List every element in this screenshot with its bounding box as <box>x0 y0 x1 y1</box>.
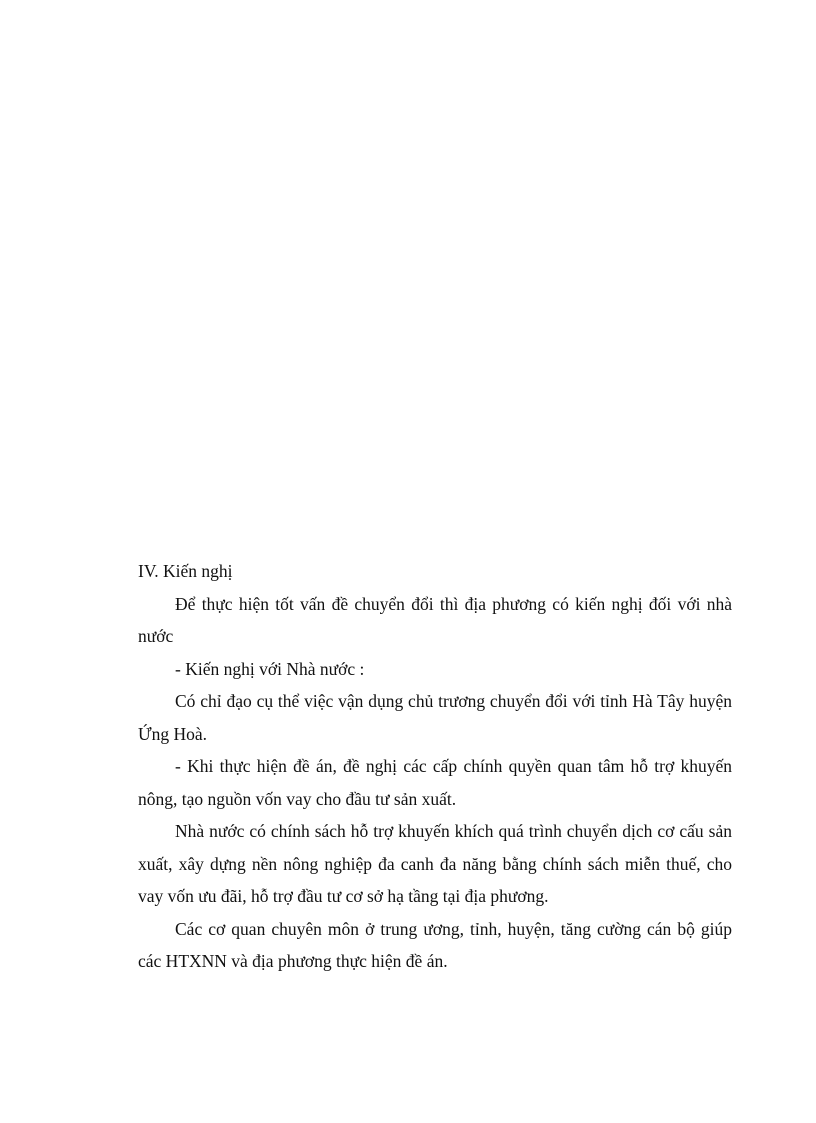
section-heading: IV. Kiến nghị <box>138 561 233 581</box>
paragraph-state-policy: Nhà nước có chính sách hỗ trợ khuyến khích quá trình chuyển dịch cơ cấu sản xuất, xây dựng nền nông nghiệp đa canh đa năng bằng chính sách miễn thuế, cho vay vốn ưu đãi, hỗ trợ đầu tư cơ sở hạ tầng tại địa phương. <box>138 821 732 906</box>
paragraph-agencies: Các cơ quan chuyên môn ở trung ương, tỉnh, huyện, tăng cường cán bộ giúp các HTXNN và địa phương thực hiện đề án. <box>138 918 732 971</box>
paragraph-support-request: - Khi thực hiện đề án, đề nghị các cấp chính quyền quan tâm hỗ trợ khuyến nông, tạo nguồn vốn vay cho đầu tư sản xuất. <box>138 756 732 809</box>
section-content <box>138 555 732 978</box>
paragraph-state-proposal-label: - Kiến nghị với Nhà nước : <box>175 658 365 679</box>
paragraph-intro: Để thực hiện tốt vấn đề chuyển đổi thì địa phương có kiến nghị đối với nhà nước <box>138 593 732 646</box>
paragraph-specific-direction: Có chỉ đạo cụ thể việc vận dụng chủ trương chuyển đổi với tỉnh Hà Tây huyện Ứng Hoà. <box>138 691 732 744</box>
